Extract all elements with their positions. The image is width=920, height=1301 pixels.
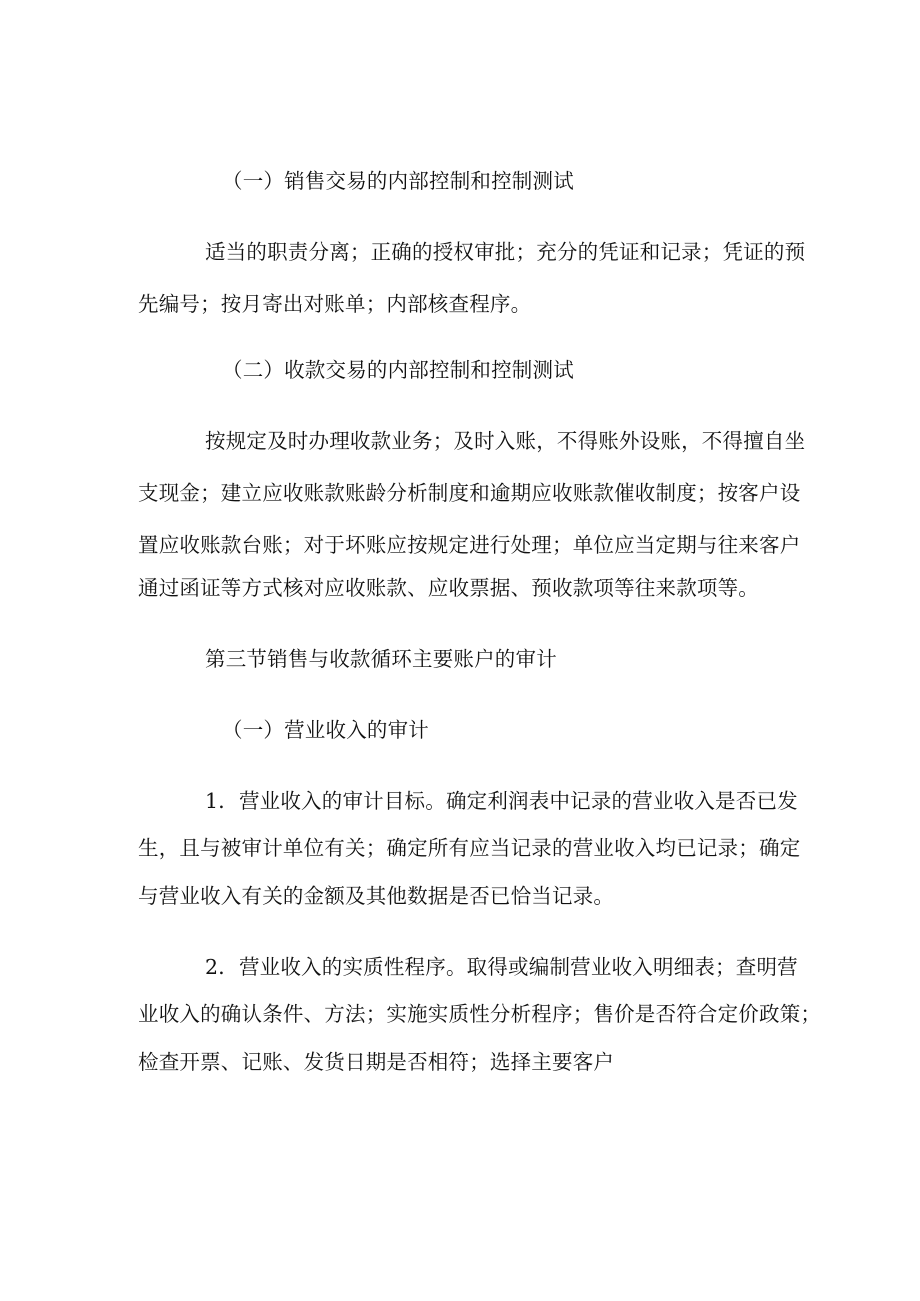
item1-line3: 与营业收入有关的金额及其他数据是否已恰当记录。 [138,884,615,908]
heading-sales-control: （一）销售交易的内部控制和控制测试 [222,169,574,193]
section-title: 第三节销售与收款循环主要账户的审计 [205,647,557,671]
para-sales-control-line1: 适当的职责分离；正确的授权审批；充分的凭证和记录；凭证的预 [205,240,806,264]
item2-line1: 2．营业收入的实质性程序。取得或编制营业收入明细表；查明营 [205,955,798,979]
para-receipt-control-line3: 置应收账款台账；对于坏账应按规定进行处理；单位应当定期与往来客户 [138,533,801,557]
item2-line2: 业收入的确认条件、方法；实施实质性分析程序；售价是否符合定价政策； [138,1002,822,1026]
para-receipt-control-line4: 通过函证等方式核对应收账款、应收票据、预收款项等往来款项等。 [138,576,759,600]
heading-revenue-audit: （一）营业收入的审计 [222,718,429,742]
para-receipt-control-line1: 按规定及时办理收款业务；及时入账，不得账外设账，不得擅自坐 [205,429,806,453]
item1-line2: 生，且与被审计单位有关；确定所有应当记录的营业收入均已记录；确定 [138,836,801,860]
para-sales-control-line2: 先编号；按月寄出对账单；内部核查程序。 [138,292,532,316]
item1-line1: 1．营业收入的审计目标。确定利润表中记录的营业收入是否已发 [205,789,798,813]
heading-receipt-control: （二）收款交易的内部控制和控制测试 [222,358,574,382]
item2-line3: 检查开票、记账、发货日期是否相符；选择主要客户 [138,1050,615,1074]
para-receipt-control-line2: 支现金；建立应收账款账龄分析制度和逾期应收账款催收制度；按客户设 [138,481,801,505]
